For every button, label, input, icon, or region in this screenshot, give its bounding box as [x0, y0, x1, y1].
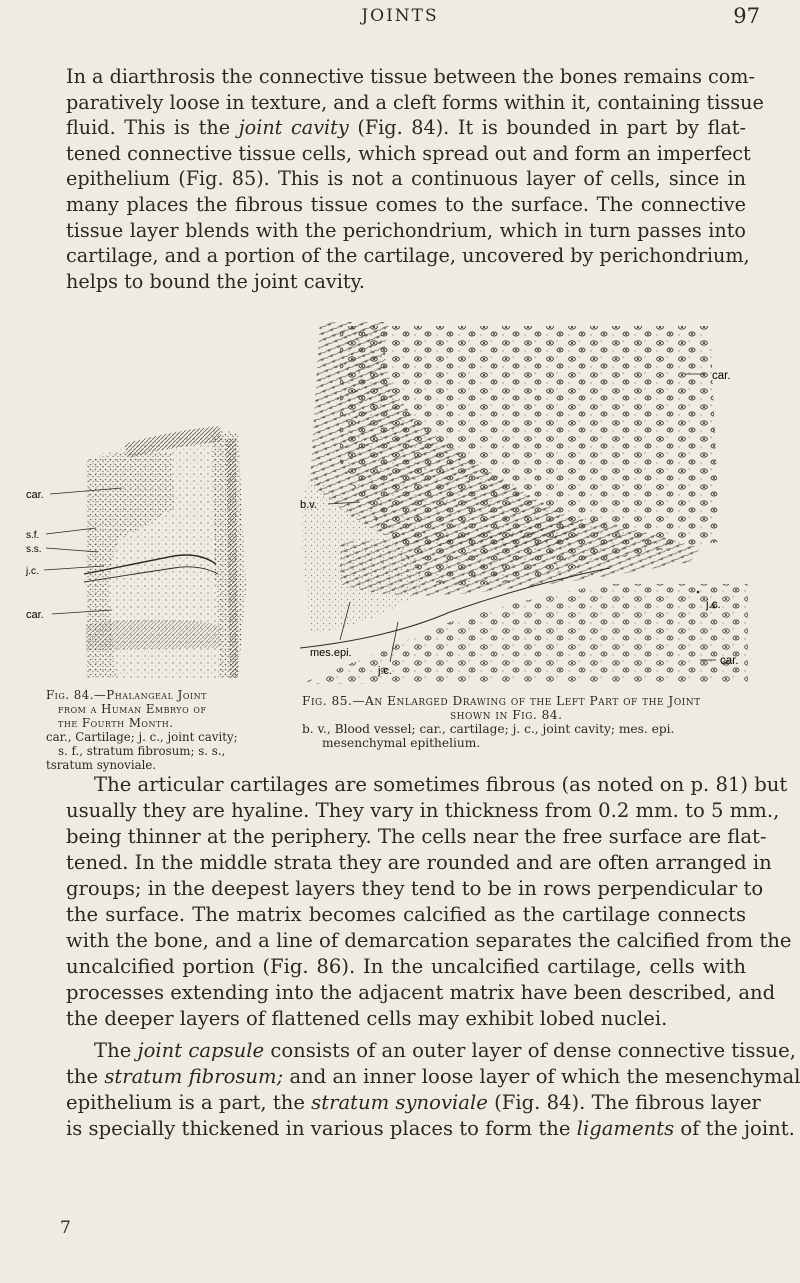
fig84-caption-title: Fig. 84.—Phalangeal Joint: [46, 688, 207, 702]
fig85-caption-line: b. v., Blood vessel; car., cartilage; j. c., joint cavity; mes. epi.: [302, 722, 675, 736]
fig84-caption-line: tsratum synoviale.: [46, 758, 157, 772]
fig85-label-jc-left: j.c.: [378, 665, 393, 677]
text-line: paratively loose in texture, and a cleft forms within it, containing tissue: [66, 90, 764, 114]
fig84-caption-line: car., Cartilage; j. c., joint cavity;: [46, 730, 238, 744]
page-number: 97: [733, 4, 760, 28]
running-head: [0, 2, 800, 32]
text-line: being thinner at the periphery. The cells near the free surface are flat-: [66, 825, 767, 848]
text-line: helps to bound the joint cavity.: [66, 269, 365, 293]
fig85-label-mes-epi: mes.epi.: [310, 647, 352, 659]
text-line: epithelium is a part, the stratum synoviale (Fig. 84). The fibrous layer: [66, 1091, 761, 1114]
text-line: is specially thickened in various places to form the ligaments of the joint.: [66, 1117, 795, 1140]
fig84-label-car-bottom: car.: [26, 609, 44, 621]
fig84-caption-title-2: from a Human Embryo of: [58, 702, 207, 716]
fig85-label-jc-right: j.c.: [706, 599, 721, 611]
fig84-label-sf: s.f.: [26, 530, 40, 541]
figure-84-caption: [46, 688, 276, 772]
paragraph-2: [66, 772, 792, 1032]
figure-85-illustration: [280, 322, 750, 692]
text-line: usually they are hyaline. They vary in thickness from 0.2 mm. to 5 mm.,: [66, 799, 780, 822]
fig85-label-car-top: car.: [712, 370, 731, 382]
fig84-caption-title-3: the Fourth Month.: [58, 716, 174, 730]
fig84-label-car-top: car.: [26, 489, 44, 501]
term-stratum-fibrosum: stratum fibrosum;: [104, 1065, 284, 1088]
fig84-label-jc: j.c.: [26, 566, 39, 577]
text-line: the surface. The matrix becomes calcified as the cartilage connects: [66, 903, 746, 926]
term-stratum-synoviale: stratum synoviale: [311, 1091, 488, 1114]
fig85-label-car-bottom: car.: [720, 655, 739, 667]
text-line: tened connective tissue cells, which spread out and form an imperfect: [66, 141, 751, 165]
text-line: with the bone, and a line of demarcation separates the calcified from the: [66, 929, 792, 952]
fig84-caption-line: s. f., stratum fibrosum; s. s.,: [58, 744, 226, 758]
text-line: cartilage, and a portion of the cartilage, uncovered by perichondrium,: [66, 244, 750, 268]
text-line: processes extending into the adjacent matrix have been described, and: [66, 981, 776, 1004]
term-joint-capsule: joint capsule: [137, 1039, 265, 1062]
term-ligaments: ligaments: [576, 1117, 675, 1140]
fig85-caption-title: Fig. 85.—An Enlarged Drawing of the Left Part of the Joint: [302, 694, 701, 708]
figure-85-caption: [302, 694, 772, 750]
text-line: the stratum fibrosum; and an inner loose layer of which the mesenchymal: [66, 1065, 800, 1088]
fig85-caption-line: mesenchymal epithelium.: [322, 736, 481, 750]
term-joint-cavity: joint cavity: [238, 116, 349, 140]
text-line: the deeper layers of flattened cells may exhibit lobed nuclei.: [66, 1007, 668, 1030]
paragraph-3: [66, 1038, 800, 1142]
paragraph-1: [66, 64, 764, 294]
signature-mark: 7: [60, 1218, 71, 1238]
text-line: many places the fibrous tissue comes to the surface. The connective: [66, 192, 746, 216]
text-line: tened. In the middle strata they are rounded and are often arranged in: [66, 851, 772, 874]
figure-84-illustration: [24, 388, 270, 682]
fig84-label-ss: s.s.: [26, 544, 42, 555]
text-line: The articular cartilages are sometimes fibrous (as noted on p. 81) but: [94, 773, 788, 796]
text-line: groups; in the deepest layers they tend to be in rows perpendicular to: [66, 877, 764, 900]
text-line: uncalcified portion (Fig. 86). In the uncalcified cartilage, cells with: [66, 955, 746, 978]
fig85-label-bv: b.v.: [300, 499, 317, 511]
running-head-title: JOINTS: [361, 6, 439, 26]
text-line: epithelium (Fig. 85). This is not a continuous layer of cells, since in: [66, 167, 746, 191]
text-line: tissue layer blends with the perichondrium, which in turn passes into: [66, 218, 746, 242]
fig85-caption-title-2: shown in Fig. 84.: [450, 708, 563, 722]
text-line: The joint capsule consists of an outer layer of dense connective tissue,: [94, 1039, 796, 1062]
text-line: In a diarthrosis the connective tissue between the bones remains com-: [66, 65, 755, 88]
text-line: fluid. This is the joint cavity (Fig. 84). It is bounded in part by flat-: [66, 116, 746, 140]
